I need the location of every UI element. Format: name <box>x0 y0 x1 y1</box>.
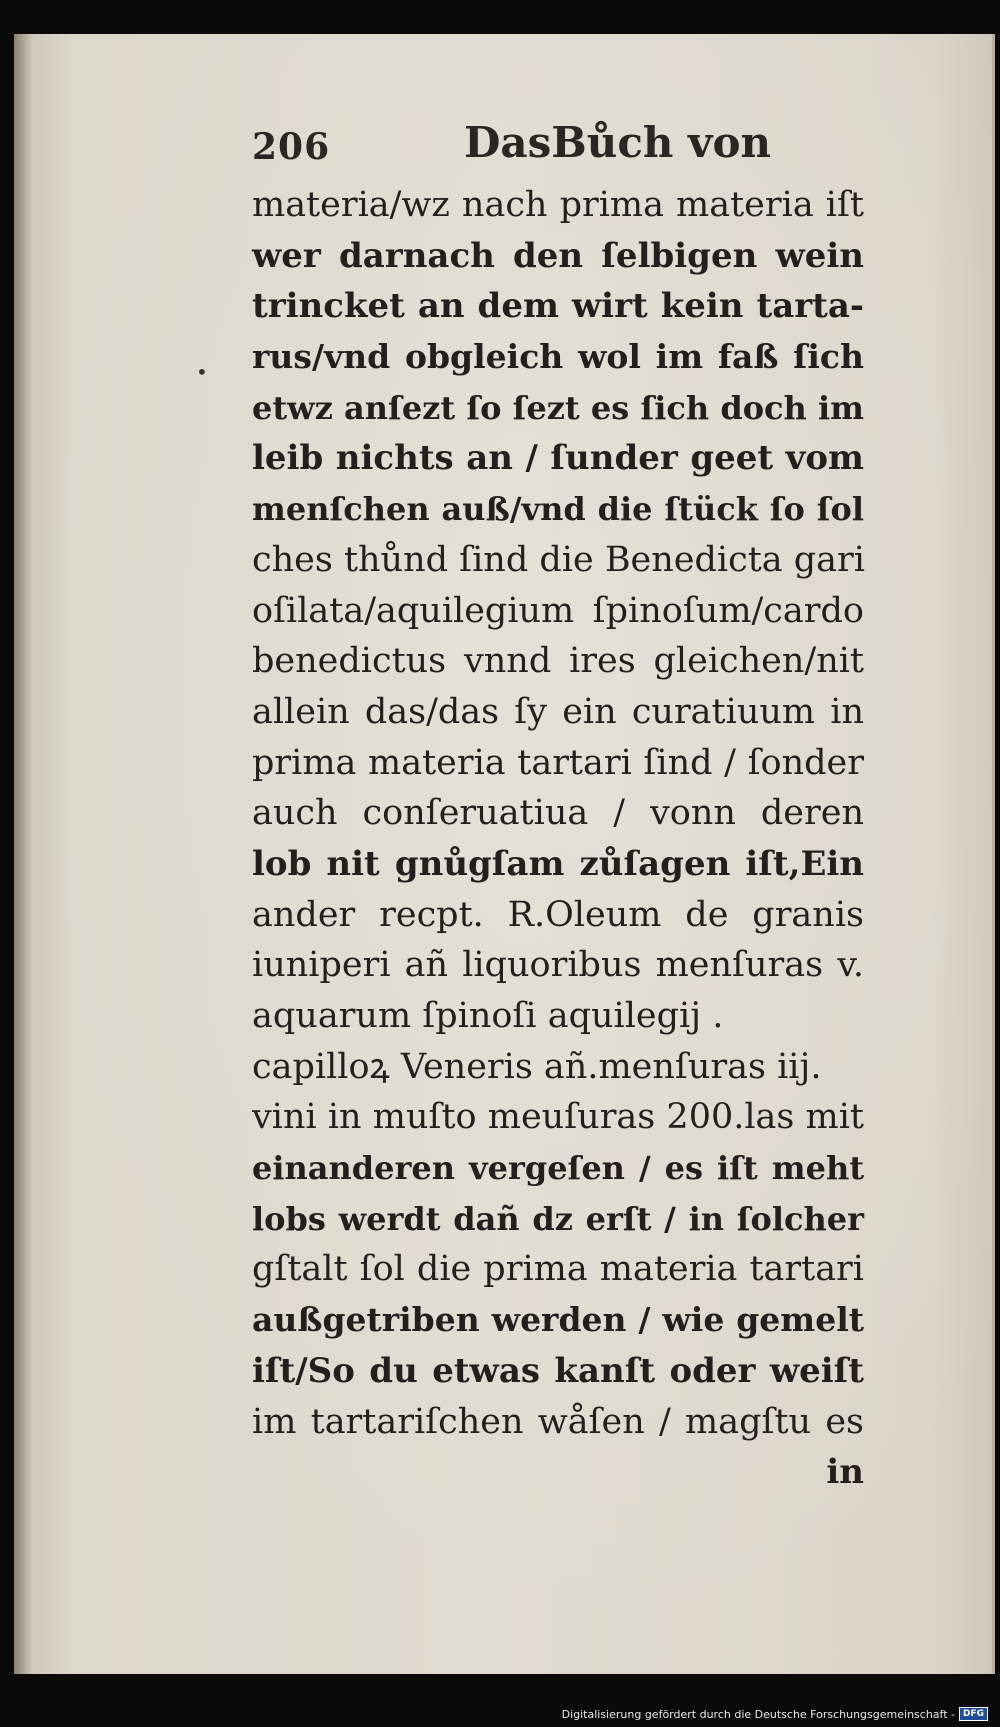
text-line: lob nit gnůgſam zůſagen iſt,Ein <box>252 843 864 884</box>
text-line: iſt/So du etwas kanſt oder weiſt <box>252 1350 864 1391</box>
text-line: oſilata/aquilegium ſpinoſum/cardo <box>252 590 864 631</box>
body-text <box>252 180 864 1498</box>
text-line: trincket an dem wirt kein tarta- <box>252 286 864 327</box>
text-line: in <box>826 1452 864 1493</box>
funding-credit <box>562 1707 988 1721</box>
text-line: prima materia tartari ſind / ſonder <box>252 742 864 783</box>
text-line: leib nichts an / ſunder geet vom <box>252 438 864 479</box>
dfg-logo-icon: DFG <box>959 1707 988 1721</box>
text-line: menſchen auß/vnd die ſtück ſo ſol <box>252 490 864 529</box>
page-number: 206 <box>252 126 331 168</box>
text-line: wer darnach den ſelbigen wein <box>252 235 864 276</box>
text-line: ander recpt. R.Oleum de granis <box>252 894 864 935</box>
running-title: DasBůch von <box>464 118 772 167</box>
text-line: im tartariſchen wåſen / magſtu es <box>252 1401 864 1442</box>
text-line: auch conſeruatiua / vonn deren <box>252 793 864 834</box>
margin-mark: • <box>196 360 208 384</box>
text-line: rus/vnd obgleich wol im faß ſich <box>252 337 864 377</box>
text-line: ches thůnd ſind die Benedicta gari <box>252 539 865 580</box>
text-line: capilloꝝ Veneris añ.menſuras iij. <box>252 1046 822 1087</box>
text-line: etwz anſezt ſo ſezt es ſich doch im <box>252 388 864 427</box>
text-line: allein das/das ſy ein curatiuum in <box>252 691 864 732</box>
footer-bar <box>0 1693 1000 1727</box>
text-line: iuniperi añ liquoribus menſuras v. <box>252 945 864 986</box>
book-page <box>14 34 995 1674</box>
page-header <box>252 112 792 172</box>
text-line: aquarum ſpinoſi aquilegij . <box>252 996 724 1036</box>
credit-text: Digitalisierung gefördert durch die Deutsche Forschungsgemeinschaft - <box>561 1707 955 1721</box>
text-line: einanderen vergeſen / es iſt meht <box>252 1149 864 1188</box>
text-line: lobs werdt dañ dz erſt / in ſolcher <box>252 1199 864 1238</box>
text-line: gſtalt ſol die prima materia tartari <box>252 1249 864 1290</box>
text-line: benedictus vnnd ires gleichen/nit <box>252 641 864 682</box>
text-line: vini in muſto meuſuras 200.las mit <box>252 1097 864 1138</box>
text-line: außgetriben werden / wie gemelt <box>252 1300 864 1340</box>
text-line: materia/wz nach prima materia iſt <box>252 185 864 225</box>
